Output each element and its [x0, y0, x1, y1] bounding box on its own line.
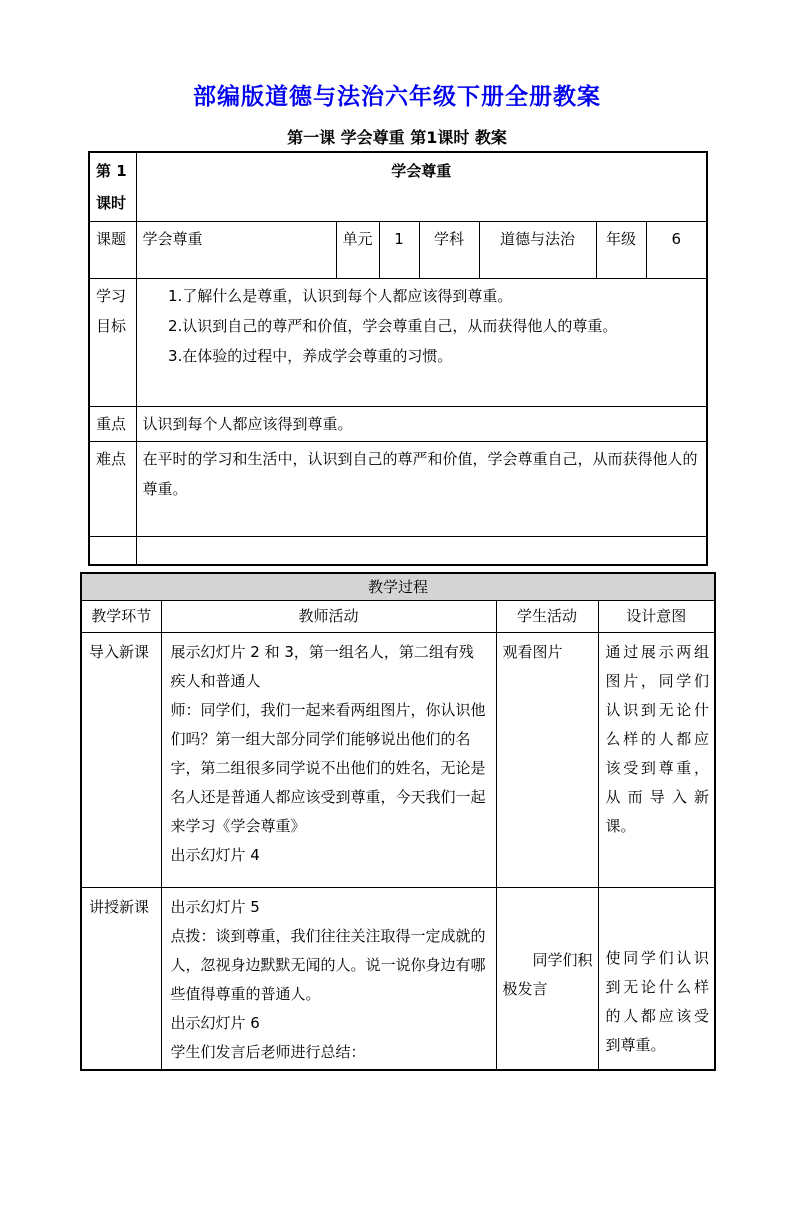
teacher-paragraph: 展示幻灯片 2 和 3，第一组名人，第二组有残疾人和普通人 [170, 642, 474, 690]
column-header-stage: 教学环节 [81, 600, 161, 632]
table-row-empty [89, 537, 707, 565]
table-row-process-headers [81, 600, 715, 632]
stage-cell: 导入新课 [81, 632, 161, 887]
lesson-number-cell: 第 1 课时 [89, 152, 136, 222]
goal-item: 1.了解什么是尊重，认识到每个人都应该得到尊重。 [168, 287, 513, 305]
goal-item: 2.认识到自己的尊严和价值，学会尊重自己，从而获得他人的尊重。 [168, 317, 618, 335]
teacher-paragraph: 出示幻灯片 4 [170, 845, 260, 864]
subject-value: 道德与法治 [479, 222, 596, 279]
design-intent-cell: 通过展示两组图片，同学们认识到无论什么样的人都应该受到尊重，从而导入新课。 [598, 632, 715, 887]
empty-cell [89, 537, 136, 565]
page-subtitle: 第一课 学会尊重 第1课时 教案 [287, 128, 507, 147]
column-header-teacher: 教师活动 [161, 600, 496, 632]
goal-item: 3.在体验的过程中，养成学会尊重的习惯。 [168, 347, 453, 365]
teaching-process-table [80, 572, 716, 1071]
teacher-activity-cell [161, 887, 496, 1070]
topic-label: 课题 [89, 222, 136, 279]
column-header-student: 学生活动 [496, 600, 598, 632]
table-row-intro-stage [81, 632, 715, 887]
lesson-info-table [88, 151, 708, 566]
table-row-difficulty [89, 442, 707, 537]
table-row-goals [89, 279, 707, 407]
process-title-cell: 教学过程 [81, 573, 715, 601]
difficulty-label: 难点 [89, 442, 136, 537]
student-activity-cell: 观看图片 [496, 632, 598, 887]
design-intent-cell: 使同学们认识到无论什么样的人都应该受到尊重。 [598, 887, 715, 1070]
key-point-label: 重点 [89, 407, 136, 442]
teacher-paragraph: 点拨：谈到尊重，我们往往关注取得一定成就的人，忽视身边默默无闻的人。说一说你身边有哪些值得尊重的普通人。 [170, 926, 486, 1003]
grade-label: 年级 [596, 222, 646, 279]
key-point-cell: 认识到每个人都应该得到尊重。 [136, 407, 707, 442]
teacher-paragraph: 出示幻灯片 5 [170, 897, 260, 916]
page-title: 部编版道德与法治六年级下册全册教案 [193, 84, 601, 110]
subject-label: 学科 [419, 222, 479, 279]
table-row-teach-stage [81, 887, 715, 1070]
teacher-paragraph: 出示幻灯片 6 [170, 1013, 260, 1032]
table-row-key-point [89, 407, 707, 442]
goals-label: 学习目标 [89, 279, 136, 407]
lesson-title-cell: 学会尊重 [136, 152, 707, 222]
topic-value: 学会尊重 [136, 222, 336, 279]
student-activity-cell: 同学们积极发言 [496, 887, 598, 1070]
unit-value: 1 [379, 222, 419, 279]
stage-cell: 讲授新课 [81, 887, 161, 1070]
document-page [0, 83, 794, 1206]
goals-cell [136, 279, 707, 407]
teacher-paragraph: 学生们发言后老师进行总结： [170, 1042, 366, 1061]
difficulty-cell: 在平时的学习和生活中，认识到自己的尊严和价值，学会尊重自己，从而获得他人的尊重。 [136, 442, 707, 537]
unit-label: 单元 [336, 222, 379, 279]
table-row-lesson-header [89, 152, 707, 222]
table-row-meta [89, 222, 707, 279]
column-header-intent: 设计意图 [598, 600, 715, 632]
teacher-activity-cell [161, 632, 496, 887]
table-row-process-title [81, 573, 715, 601]
grade-value: 6 [646, 222, 707, 279]
teacher-paragraph: 师：同学们，我们一起来看两组图片，你认识他们吗？第一组大部分同学们能够说出他们的名字，第二组很多同学说不出他们的姓名，无论是名人还是普通人都应该受到尊重，今天我们一起来学习《学会尊重》 [170, 700, 486, 835]
empty-cell [136, 537, 707, 565]
